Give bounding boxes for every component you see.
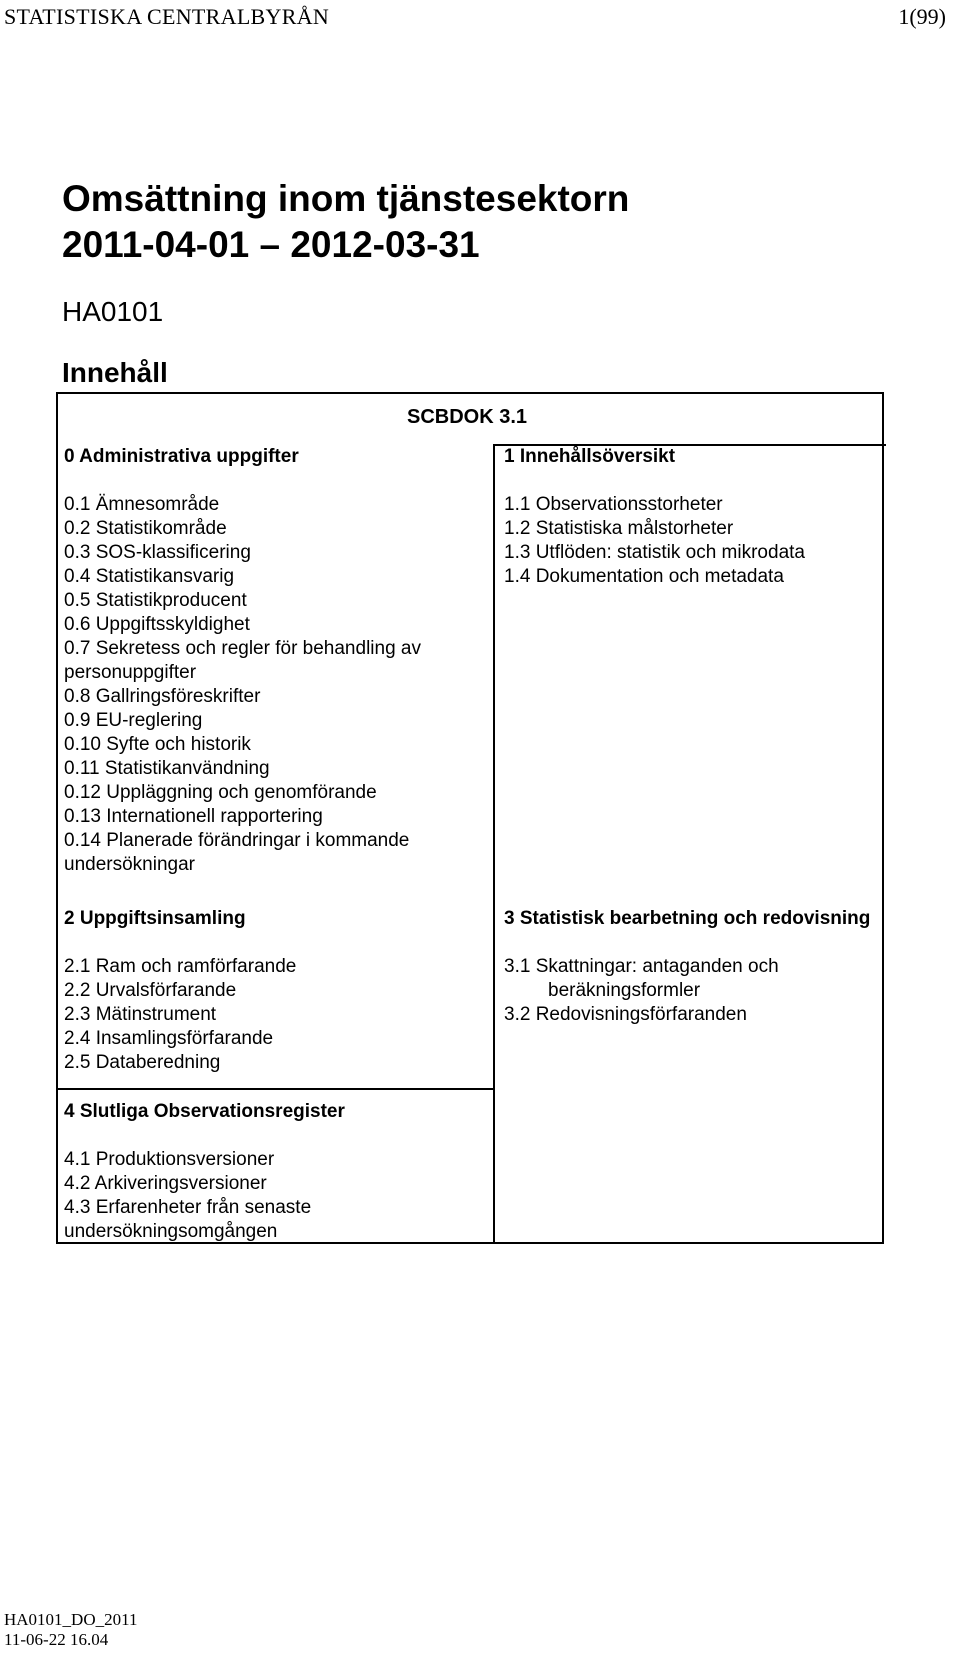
toc-item[interactable]: 4.3 Erfarenheter från senaste undersökningsomgången	[64, 1197, 312, 1242]
toc-item[interactable]: 0.7 Sekretess och regler för behandling av personuppgifter	[64, 638, 421, 683]
toc-item[interactable]: 0.14 Planerade förändringar i kommande undersökningar	[64, 830, 410, 875]
toc-section-3	[504, 907, 880, 1027]
toc-section-heading[interactable]: 0 Administrativa uppgifter	[64, 446, 299, 467]
toc-item[interactable]: 0.11 Statistikanvändning	[64, 758, 270, 779]
toc-item[interactable]: 0.3 SOS-klassificering	[64, 542, 251, 563]
toc-item[interactable]: 2.1 Ram och ramförfarande	[64, 956, 297, 977]
title-line-1: Omsättning inom tjänstesektorn	[62, 178, 630, 219]
toc-divider-vertical	[493, 444, 495, 1244]
toc-item[interactable]: 4.2 Arkiveringsversioner	[64, 1173, 267, 1194]
footer-datetime: 11-06-22 16.04	[4, 1630, 109, 1649]
footer-doc-id: HA0101_DO_2011	[4, 1610, 138, 1629]
page-number: 1(99)	[898, 4, 946, 29]
toc-section-heading[interactable]: 2 Uppgiftsinsamling	[64, 908, 246, 929]
footer	[4, 1610, 137, 1650]
toc-section-heading[interactable]: 3 Statistisk bearbetning och redovisning	[504, 908, 871, 929]
document-title	[62, 176, 629, 268]
toc-item[interactable]: 0.2 Statistikområde	[64, 518, 227, 539]
toc-item[interactable]: 3.2 Redovisningsförfaranden	[504, 1004, 747, 1025]
scbdok-label: SCBDOK 3.1	[407, 406, 528, 428]
toc-item[interactable]: 0.9 EU-reglering	[64, 710, 203, 731]
toc-item[interactable]: 2.2 Urvalsförfarande	[64, 980, 237, 1001]
toc-item[interactable]: 0.8 Gallringsföreskrifter	[64, 686, 261, 707]
toc-item[interactable]: 2.3 Mätinstrument	[64, 1004, 217, 1025]
toc-item[interactable]: 1.2 Statistiska målstorheter	[504, 518, 734, 539]
toc-item[interactable]: 0.1 Ämnesområde	[64, 494, 220, 515]
toc-item[interactable]: 0.13 Internationell rapportering	[64, 806, 323, 827]
toc-section-1	[504, 445, 880, 589]
table-of-contents	[56, 392, 884, 1244]
toc-section-0	[64, 445, 484, 877]
header-organization: STATISTISKA CENTRALBYRÅN	[4, 4, 330, 29]
toc-item[interactable]: 0.12 Uppläggning och genomförande	[64, 782, 377, 803]
product-code: HA0101	[62, 296, 164, 327]
toc-divider-left-lower	[58, 1088, 493, 1090]
toc-section-heading[interactable]: 1 Innehållsöversikt	[504, 446, 676, 467]
title-line-2: 2011-04-01 – 2012-03-31	[62, 224, 480, 265]
toc-item[interactable]: 2.4 Insamlingsförfarande	[64, 1028, 274, 1049]
toc-section-2	[64, 907, 484, 1075]
toc-item-continuation[interactable]: beräkningsformler	[548, 980, 701, 1001]
toc-item[interactable]: 0.4 Statistikansvarig	[64, 566, 235, 587]
toc-item[interactable]: 2.5 Databeredning	[64, 1052, 221, 1073]
toc-section-heading[interactable]: 4 Slutliga Observationsregister	[64, 1101, 345, 1122]
contents-heading: Innehåll	[62, 357, 168, 388]
toc-item[interactable]: 3.1 Skattningar: antaganden och	[504, 956, 779, 977]
toc-section-4	[64, 1100, 484, 1244]
toc-item[interactable]: 1.4 Dokumentation och metadata	[504, 566, 784, 587]
toc-item[interactable]: 0.5 Statistikproducent	[64, 590, 247, 611]
toc-item[interactable]: 0.6 Uppgiftsskyldighet	[64, 614, 250, 635]
toc-item[interactable]: 0.10 Syfte och historik	[64, 734, 251, 755]
toc-item[interactable]: 1.3 Utflöden: statistik och mikrodata	[504, 542, 805, 563]
toc-item[interactable]: 4.1 Produktionsversioner	[64, 1149, 275, 1170]
toc-item[interactable]: 1.1 Observationsstorheter	[504, 494, 723, 515]
